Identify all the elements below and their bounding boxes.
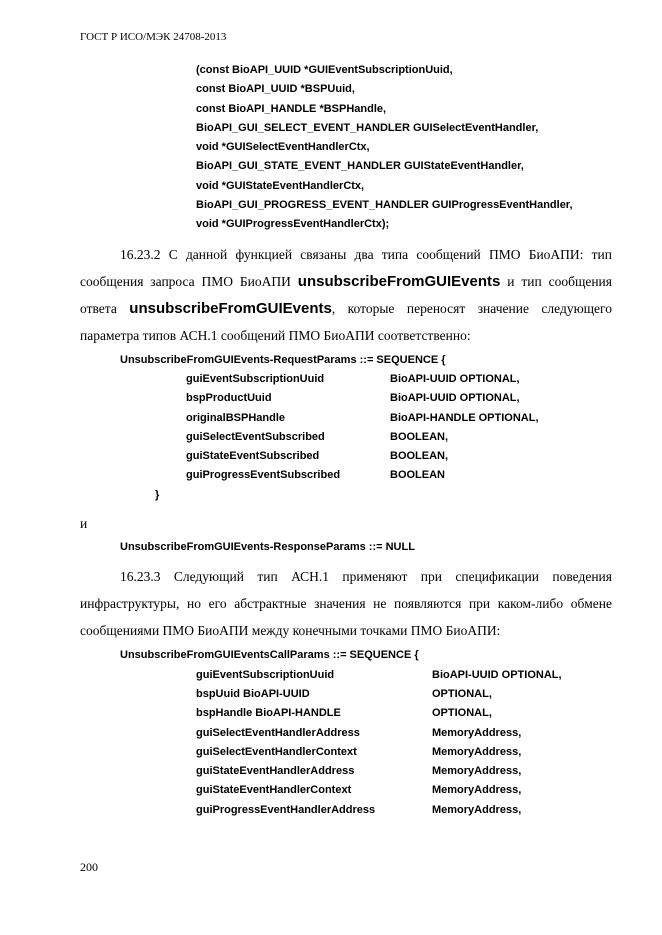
asn-row bbox=[196, 666, 612, 685]
running-header: ГОСТ Р ИСО/МЭК 24708-2013 bbox=[80, 31, 227, 43]
asn-field-name: guiSelectEventHandlerAddress bbox=[196, 726, 360, 739]
asn1-response-params-line: UnsubscribeFromGUIEvents-ResponseParams ::= NULL bbox=[120, 541, 415, 554]
asn-row bbox=[186, 389, 612, 408]
asn-field-type: MemoryAddress, bbox=[432, 745, 522, 758]
asn-row bbox=[196, 704, 612, 723]
page-number: 200 bbox=[80, 860, 98, 874]
code-line: (const BioAPI_UUID *GUIEventSubscriptionUuid, bbox=[196, 64, 453, 76]
code-line: BioAPI_GUI_PROGRESS_EVENT_HANDLER GUIProgressEventHandler, bbox=[196, 199, 573, 212]
asn-field-type: OPTIONAL, bbox=[432, 687, 492, 700]
asn-field-name: guiStateEventHandlerAddress bbox=[196, 765, 355, 778]
asn-closing-brace: } bbox=[155, 488, 160, 501]
asn-field-type: BioAPI-UUID OPTIONAL, bbox=[390, 392, 520, 405]
asn-row bbox=[196, 724, 612, 743]
clause-16-23-2-paragraph bbox=[80, 241, 612, 349]
asn-field-type: BOOLEAN bbox=[390, 469, 445, 482]
asn-field-name: guiStateEventSubscribed bbox=[186, 450, 320, 463]
asn-row bbox=[186, 409, 612, 428]
code-line: void *GUISelectEventHandlerCtx, bbox=[196, 141, 370, 154]
clause-number: 16.23.2 bbox=[120, 246, 161, 262]
asn-field-type: BioAPI-HANDLE OPTIONAL, bbox=[390, 411, 539, 424]
asn-row bbox=[196, 762, 612, 781]
asn-field-name: bspProductUuid bbox=[186, 392, 272, 405]
asn-field-name: guiProgressEventSubscribed bbox=[186, 469, 341, 482]
code-line: void *GUIProgressEventHandlerCtx); bbox=[196, 218, 390, 231]
c-function-signature-block bbox=[196, 61, 612, 235]
asn-row bbox=[186, 447, 612, 466]
asn-row bbox=[196, 743, 612, 762]
clause-text: и тип сообщения ответа bbox=[80, 273, 612, 316]
asn-field-name: bspUuid BioAPI-UUID bbox=[196, 687, 310, 700]
term-unsubscribe-request: unsubscribeFromGUIEvents bbox=[297, 272, 501, 290]
code-line: BioAPI_GUI_STATE_EVENT_HANDLER GUIStateEventHandler, bbox=[196, 160, 524, 173]
asn-field-name: guiProgressEventHandlerAddress bbox=[196, 803, 376, 816]
asn-field-name: guiEventSubscriptionUuid bbox=[196, 668, 335, 681]
asn-row bbox=[196, 801, 612, 820]
code-line: BioAPI_GUI_SELECT_EVENT_HANDLER GUISelectEventHandler, bbox=[196, 121, 539, 134]
asn-row bbox=[186, 428, 612, 447]
term-unsubscribe-response: unsubscribeFromGUIEvents bbox=[129, 299, 332, 317]
asn-field-type: OPTIONAL, bbox=[432, 707, 492, 720]
asn-field-name: guiStateEventHandlerContext bbox=[196, 784, 352, 797]
asn-type-header: UnsubscribeFromGUIEventsCallParams ::= SEQUENCE { bbox=[120, 649, 419, 662]
asn-field-type: BioAPI-UUID OPTIONAL, bbox=[390, 372, 520, 385]
asn-field-type: BOOLEAN, bbox=[390, 430, 449, 443]
asn-field-name: originalBSPHandle bbox=[186, 411, 286, 424]
asn-type-header: UnsubscribeFromGUIEvents-RequestParams ::= SEQUENCE { bbox=[120, 353, 446, 366]
code-line: const BioAPI_UUID *BSPUuid, bbox=[196, 83, 355, 96]
asn-field-type: MemoryAddress, bbox=[432, 726, 522, 739]
asn-field-name: bspHandle BioAPI-HANDLE bbox=[196, 707, 341, 720]
asn-field-type: MemoryAddress, bbox=[432, 765, 522, 778]
clause-text: , которые переносят значение следующего параметра типов АСН.1 сообщений ПМО БиоАПИ соответственно: bbox=[80, 300, 612, 343]
asn-row bbox=[196, 685, 612, 704]
asn-field-name: guiSelectEventHandlerContext bbox=[196, 745, 357, 758]
asn-row bbox=[196, 781, 612, 800]
asn-field-type: BOOLEAN, bbox=[390, 450, 449, 463]
asn-field-type: MemoryAddress, bbox=[432, 803, 522, 816]
asn-row bbox=[186, 466, 612, 485]
conjunction-text: и bbox=[80, 516, 88, 532]
asn1-request-params-block bbox=[80, 351, 612, 505]
asn-row bbox=[186, 370, 612, 389]
asn-field-type: MemoryAddress, bbox=[432, 784, 522, 797]
code-line: const BioAPI_HANDLE *BSPHandle, bbox=[196, 102, 387, 115]
asn-field-name: guiEventSubscriptionUuid bbox=[186, 372, 325, 385]
asn1-call-params-block bbox=[80, 646, 612, 820]
code-line: void *GUIStateEventHandlerCtx, bbox=[196, 179, 365, 192]
clause-text: С данной функцией связаны два типа сообщений ПМО БиоАПИ: тип сообщения запроса ПМО БиоАПИ bbox=[80, 246, 612, 289]
asn-field-name: guiSelectEventSubscribed bbox=[186, 430, 325, 443]
clause-16-23-3-paragraph: 16.23.3 Следующий тип АСН.1 применяют при спецификации поведения инфраструктуры, но его абстрактные значения не появляются при каком-либо обмене сообщениями ПМО БиоАПИ между конечными точками ПМО БиоАПИ: bbox=[80, 569, 612, 639]
asn-field-type: BioAPI-UUID OPTIONAL, bbox=[432, 668, 562, 681]
